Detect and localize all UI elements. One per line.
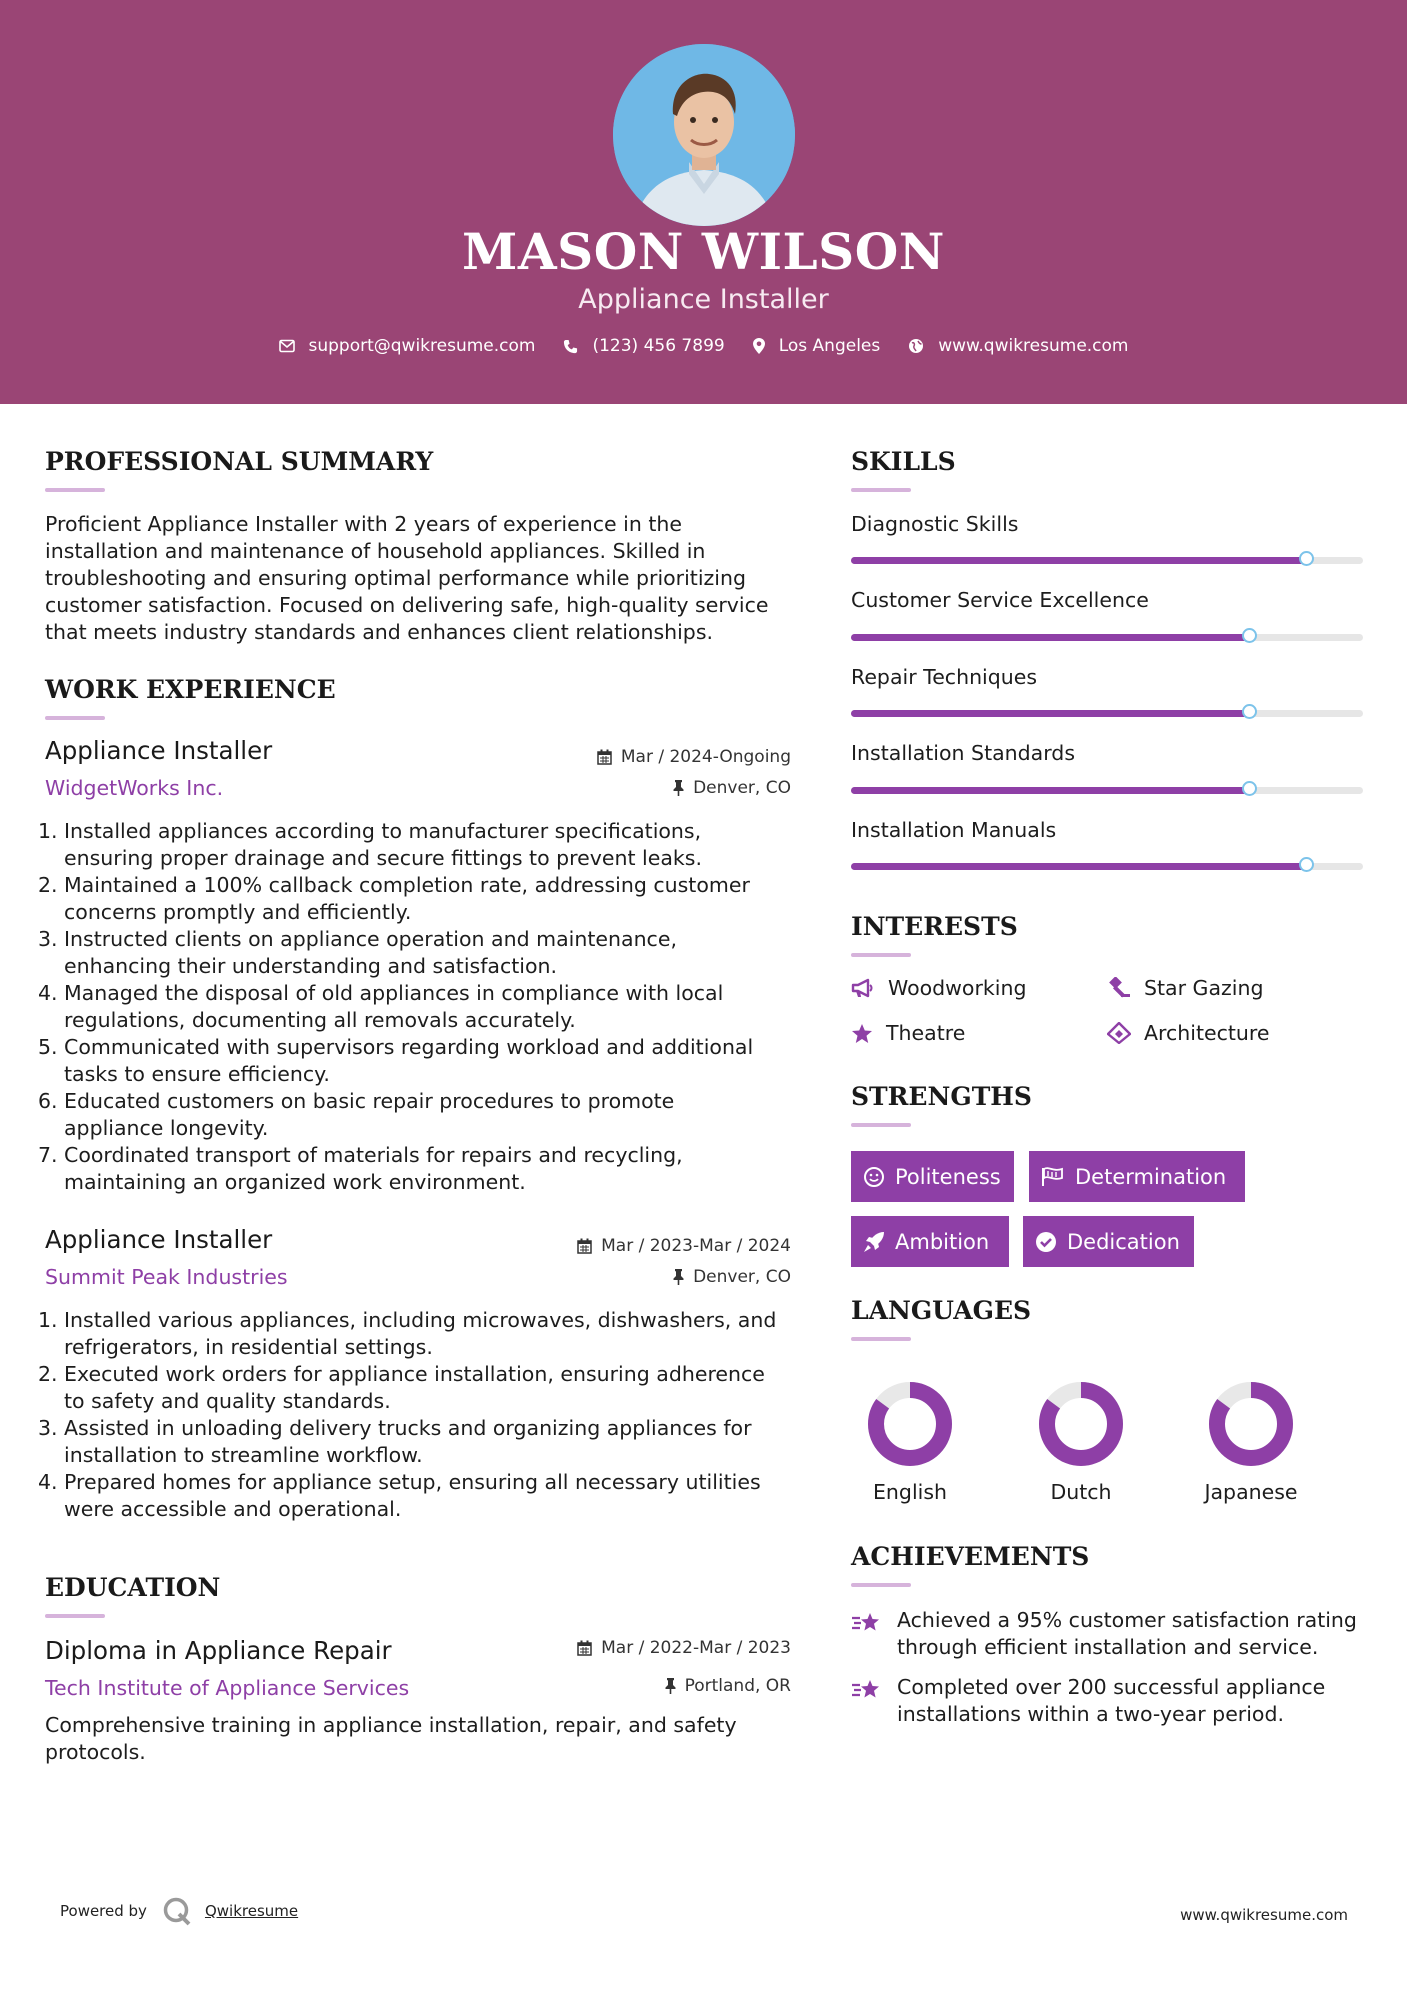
- strength-badge: [1029, 1151, 1245, 1202]
- interest-item: [851, 976, 1026, 1000]
- qwikresume-link[interactable]: Qwikresume: [204, 1902, 299, 1920]
- job-company: WidgetWorks Inc.: [45, 776, 224, 800]
- skill-label: Diagnostic Skills: [851, 512, 1019, 536]
- list-item: 1. Installed various appliances, including microwaves, dishwashers, and refrigerators, in residential settings.: [38, 1308, 777, 1359]
- skill-bar-fill: [851, 863, 1307, 870]
- job-title: Appliance Installer: [45, 1225, 273, 1254]
- languages-heading-rule: [851, 1337, 911, 1341]
- strength-badge: [851, 1151, 1014, 1202]
- list-item: 5. Communicated with supervisors regarding workload and additional tasks to ensure efficiency.: [38, 1035, 754, 1086]
- interest-item: [1107, 976, 1263, 1000]
- list-item: 2. Executed work orders for appliance installation, ensuring adherence to safety and quality standards.: [38, 1362, 765, 1413]
- interests-heading-rule: [851, 953, 911, 957]
- powered-by-text: Powered by: [60, 1902, 147, 1920]
- strength-badge: [851, 1216, 1009, 1267]
- summary-heading: PROFESSIONAL SUMMARY: [45, 447, 434, 476]
- job-location-text: Denver, CO: [693, 778, 791, 798]
- star-icon: [851, 1023, 873, 1044]
- calendar-icon: [577, 1238, 592, 1254]
- list-item: 2. Maintained a 100% callback completion rate, addressing customer concerns promptly and efficiently.: [38, 873, 750, 924]
- interests-heading: INTERESTS: [851, 912, 1018, 941]
- strength-label: Politeness: [895, 1164, 1001, 1189]
- language-label: Dutch: [1050, 1480, 1112, 1504]
- candidate-name: MASON WILSON: [462, 222, 945, 281]
- rocket-icon: [863, 1231, 885, 1253]
- achievements-heading: ACHIEVEMENTS: [851, 1542, 1090, 1571]
- achievement-line: through efficient installation and service.: [897, 1635, 1319, 1659]
- education-line: Comprehensive training in appliance installation, repair, and safety: [45, 1713, 737, 1737]
- interest-item: [1107, 1021, 1270, 1045]
- achievement-item: [851, 1607, 1357, 1661]
- contact-website[interactable]: [908, 336, 1128, 356]
- list-item: 3. Assisted in unloading delivery trucks and organizing appliances for installation to streamline workflow.: [38, 1416, 752, 1467]
- education-date-text: Mar / 2022-Mar / 2023: [601, 1638, 791, 1658]
- education-location-text: Portland, OR: [684, 1676, 791, 1696]
- skills-heading: SKILLS: [851, 447, 956, 476]
- job-date: [597, 747, 791, 767]
- experience-heading: WORK EXPERIENCE: [45, 675, 336, 704]
- skill-bar-knob: [1299, 857, 1314, 872]
- pushpin-icon: [673, 1269, 684, 1285]
- pushpin-icon: [673, 780, 684, 796]
- contact-email[interactable]: [279, 336, 536, 356]
- skill-bar: [851, 787, 1363, 794]
- skill-bar-knob: [1242, 781, 1257, 796]
- summary-line: Proficient Appliance Installer with 2 years of experience in the: [45, 512, 682, 536]
- calendar-icon: [577, 1640, 592, 1656]
- strength-label: Dedication: [1067, 1229, 1180, 1254]
- skill-bar-fill: [851, 634, 1250, 641]
- skill-bar-knob: [1242, 704, 1257, 719]
- job-company: Summit Peak Industries: [45, 1265, 288, 1289]
- achievement-item: [851, 1674, 1325, 1728]
- education-date: [577, 1638, 791, 1658]
- megaphone-icon: [851, 978, 875, 998]
- strength-label: Ambition: [895, 1229, 990, 1254]
- website-text: www.qwikresume.com: [938, 336, 1129, 356]
- skill-bar: [851, 634, 1363, 641]
- summary-text: [45, 511, 768, 646]
- list-item: 1. Installed appliances according to manufacturer specifications, ensuring proper drainage and secure fittings to prevent leaks.: [38, 819, 702, 870]
- job-date: [577, 1236, 791, 1256]
- calendar-icon: [597, 749, 612, 765]
- strength-label: Determination: [1075, 1164, 1227, 1189]
- interest-label: Star Gazing: [1144, 976, 1264, 1000]
- interest-label: Woodworking: [888, 976, 1027, 1000]
- list-item: 4. Managed the disposal of old appliances in compliance with local regulations, documenting all removals accurately.: [38, 981, 724, 1032]
- strengths-heading-rule: [851, 1123, 911, 1127]
- interest-item: [851, 1021, 965, 1045]
- education-description: [45, 1712, 737, 1766]
- language-donut: [860, 1374, 960, 1474]
- profile-photo: [613, 44, 795, 226]
- skill-bar: [851, 557, 1363, 564]
- language-donut: [1031, 1374, 1131, 1474]
- job-title: Appliance Installer: [45, 736, 273, 765]
- gavel-icon: [1107, 977, 1131, 999]
- interest-label: Architecture: [1144, 1021, 1270, 1045]
- skill-bar-knob: [1299, 551, 1314, 566]
- achievement-line: Completed over 200 successful appliance: [897, 1675, 1326, 1699]
- skill-bar-fill: [851, 710, 1250, 717]
- language-label: English: [872, 1480, 948, 1504]
- language-label: Japanese: [1204, 1480, 1298, 1504]
- skill-bar: [851, 710, 1363, 717]
- ticket-icon: [1107, 1022, 1131, 1044]
- shooting-star-icon: [851, 1610, 883, 1636]
- skill-bar-fill: [851, 557, 1307, 564]
- resume-header: [0, 0, 1407, 404]
- education-heading-rule: [45, 1614, 105, 1618]
- strength-badge: [1023, 1216, 1194, 1267]
- summary-line: that meets industry standards and enhances client relationships.: [45, 620, 714, 644]
- contact-location: [753, 336, 881, 356]
- location-text: Los Angeles: [778, 336, 881, 356]
- candidate-title: Appliance Installer: [578, 284, 829, 315]
- shooting-star-icon: [851, 1677, 883, 1703]
- skill-bar-fill: [851, 787, 1250, 794]
- degree-title: Diploma in Appliance Repair: [45, 1636, 392, 1665]
- experience-heading-rule: [45, 716, 105, 720]
- globe-icon: [908, 338, 924, 354]
- education-location: [665, 1676, 791, 1696]
- interest-label: Theatre: [886, 1021, 966, 1045]
- languages-heading: LANGUAGES: [851, 1296, 1032, 1325]
- phone-icon: [563, 339, 578, 354]
- email-text: support@qwikresume.com: [308, 336, 536, 356]
- skills-heading-rule: [851, 488, 911, 492]
- map-marker-icon: [753, 338, 765, 354]
- footer-website[interactable]: www.qwikresume.com: [1180, 1906, 1348, 1924]
- skill-label: Customer Service Excellence: [851, 588, 1149, 612]
- job-date-text: Mar / 2024-Ongoing: [620, 747, 791, 767]
- achievement-line: Achieved a 95% customer satisfaction rating: [897, 1608, 1357, 1632]
- achievements-heading-rule: [851, 1583, 911, 1587]
- list-item: 7. Coordinated transport of materials for repairs and recycling, maintaining an organized work environment.: [38, 1143, 683, 1194]
- flag-icon: [1041, 1167, 1065, 1187]
- footer-branding: [60, 1896, 298, 1926]
- skill-label: Installation Manuals: [851, 818, 1057, 842]
- qwikresume-logo-icon: [162, 1896, 192, 1926]
- list-item: 3. Instructed clients on appliance operation and maintenance, enhancing their understanding and satisfaction.: [38, 927, 677, 978]
- job-date-text: Mar / 2023-Mar / 2024: [601, 1236, 791, 1256]
- job-location: [673, 1267, 791, 1287]
- list-item: 6. Educated customers on basic repair procedures to promote appliance longevity.: [38, 1089, 675, 1140]
- list-item: 4. Prepared homes for appliance setup, ensuring all necessary utilities were accessible and operational.: [38, 1470, 761, 1521]
- skill-bar-knob: [1242, 628, 1257, 643]
- summary-line: installation and maintenance of household appliances. Skilled in: [45, 539, 706, 563]
- phone-text: (123) 456 7899: [592, 336, 725, 356]
- check-circle-icon: [1035, 1231, 1057, 1253]
- skill-label: Installation Standards: [851, 741, 1075, 765]
- contact-phone[interactable]: [563, 336, 724, 356]
- education-heading: EDUCATION: [45, 1573, 221, 1602]
- strengths-heading: STRENGTHS: [851, 1082, 1032, 1111]
- contact-bar: [0, 336, 1407, 356]
- summary-line: customer satisfaction. Focused on delivering safe, high-quality service: [45, 593, 769, 617]
- job-location: [673, 778, 791, 798]
- summary-line: troubleshooting and ensuring optimal performance while prioritizing: [45, 566, 747, 590]
- pushpin-icon: [665, 1678, 676, 1694]
- person-avatar-icon: [613, 44, 795, 226]
- job-responsibilities: [38, 818, 805, 1196]
- language-donut: [1201, 1374, 1301, 1474]
- summary-heading-rule: [45, 488, 105, 492]
- envelope-icon: [279, 339, 295, 353]
- skill-bar: [851, 863, 1363, 870]
- skill-label: Repair Techniques: [851, 665, 1038, 689]
- achievement-line: installations within a two-year period.: [897, 1702, 1284, 1726]
- job-location-text: Denver, CO: [693, 1267, 791, 1287]
- job-responsibilities: [38, 1307, 805, 1523]
- smile-icon: [863, 1166, 885, 1188]
- education-line: protocols.: [45, 1740, 146, 1764]
- school-name: Tech Institute of Appliance Services: [45, 1676, 410, 1700]
